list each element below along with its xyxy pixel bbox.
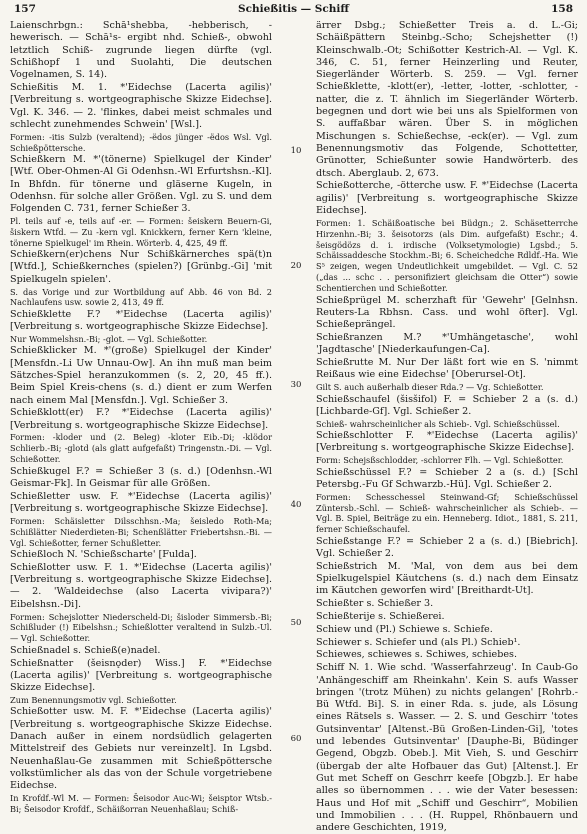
line-number: 60 xyxy=(290,734,302,744)
entry-note: S. das Vorige und zur Wortbildung auf Abb. 46 von Bd. 2 Nachlaufens usw. sowie 2, 413, 49 ff. xyxy=(10,286,272,308)
line-number-margin xyxy=(282,20,310,792)
dictionary-entry: Schießranzen M.? *'Umhängetasche', wohl 'Jagdtasche' [Niederkaufungen-Ca]. xyxy=(316,331,578,356)
dictionary-entry: Schiewes, schiewes s. Schiwes, schiebes. xyxy=(316,649,518,661)
entry-note: Pl. teils auf -e, teils auf -er. — Formen: šeiskern Beuern-Gi, šiskern Wtfd. — Zu -kern vgl. Knickkern, ferner Kern 'kleine, tönerne Spielkugel' im Rhein. Wörterb. 4, 425, 49 ff. xyxy=(10,215,272,248)
entry-note: Zum Benennungsmotiv vgl. Schießotter. xyxy=(10,694,177,705)
dictionary-entry: Laienschrbgn.: Schā¹shebba, -hebberisch, -hewerisch. — Schā¹s- ergibt nhd. Schieß-, obwohl letztlich Schiß- zugrunde liegen dürfte (vgl. Schißhopf 1 und Suolahti, Die deutschen Vogelnamen, S. 14). xyxy=(10,20,272,81)
entry-note: Formen: Schesschessel Steinwand-Gf; Schießschüssel Züntersb.-Schl. — Schieß- wahrscheinlicher als Schieb-. — Vgl. B. Spiel, Beiträge zu ein. Henneberg. Idiot., 1881, S. 211, ferner Schießschaufel. xyxy=(316,491,578,535)
entry-note: Form: Schejsßschlodder, -schlorrer Flh. — Vgl. Schießotter. xyxy=(316,455,564,466)
dictionary-entry: Schießotterche, -ötterche usw. F. *'Eidechse (Lacerta agilis)' [Verbreitung s. wortgeographische Skizze Eidechse]. xyxy=(316,180,578,216)
dictionary-entry: Schiewer s. Schiefer und (als Pl.) Schieb¹. xyxy=(316,636,521,648)
page-number-left: 157 xyxy=(14,3,36,15)
page-header xyxy=(14,3,573,17)
dictionary-entry: Schießnatter (šeisnǫder) Wiss.] F. *'Eidechse (Lacerta agilis)' [Verbreitung s. wortgeographische Skizze Eidechse]. xyxy=(10,657,272,694)
entry-note: In Krofdf.-Wl M. — Formen: Šeisodor Auc-Wi; šeisptor Wtsb.-Bi; Šeisodor Krofdf., Schäißorran Neuenhaßlau; Schiß- xyxy=(10,792,272,814)
left-column xyxy=(10,20,272,814)
dictionary-entry: Schießstrich M. 'Mal, von dem aus bei dem Spielkugelspiel Käutchens (s. d.) nach dem Einsatz im Käutchen geworfen wird' [Breithardt-Ut]. xyxy=(316,560,578,597)
dictionary-entry: Schießitis M. 1. *'Eidechse (Lacerta agilis)' [Verbreitung s. wortgeographische Skizze Eidechse]. Vgl. K. 346. — 2. 'flinkes, dabei meist schmales und schlecht zunehmendes Schwein' [Wsl.]. xyxy=(10,81,272,130)
running-title: Schießitis — Schiff xyxy=(237,3,350,15)
dictionary-entry: Schießschaufel (šisšifol) F. = Schieber 2 a (s. d.) [Lichbarde-Gf]. Vgl. Schießer 2. xyxy=(316,393,578,417)
line-number: 30 xyxy=(290,380,302,390)
dictionary-entry: Schießprügel M. scherzhaft für 'Gewehr' [Gelnhsn. Reuters-La Rbhsn. Cass. und wohl öfter]. Vgl. Schießeprängel. xyxy=(316,294,578,331)
dictionary-entry: Schießlotter usw. F. 1. *'Eidechse (Lacerta agilis)' [Verbreitung s. wortgeographische Skizze Eidechse]. — 2. 'Waldeidechse (also Lacerta vivipara?)' Eibelshsn.-Di]. xyxy=(10,561,272,610)
line-number: 50 xyxy=(290,618,302,628)
entry-note: Schieß- wahrscheinlicher als Schieb-. Vgl. Schießschüssel. xyxy=(316,418,560,429)
entry-note: Formen: -kloder und (2. Beleg) -kloter Eib.-Di; -klödor Schlierb.-Bi; -glotd (als glatt aufgefaßt) Tringenstn.-Di. — Vgl. Schießotter. xyxy=(10,432,272,465)
entry-note: Nur Wommelshsn.-Bi; -glot. — Vgl. Schießotter. xyxy=(10,333,208,344)
page-number-right: 158 xyxy=(551,3,573,15)
dictionary-entry: Schießkern M. *'(tönerne) Spielkugel der Kinder' [Wtf. Ober-Ohmen-Al Gi Odenhsn.-Wl Erfurtshsn.-Kl]. In Bhfdn. für tönerne und gläserne Kugeln, in Odenhsn. für solche aller Größen. Vgl. zu S. und dem Folgenden C. 731, ferner Schießer 3. xyxy=(10,153,272,215)
dictionary-entry: ärrer Dsbg.; Schießetter Treis a. d. L.-Gi; Schäißpättern Steinbg.-Scho; Schejshetter (!) Kleinschwalb.-Ot; Schißotter Kestrich-Al. — Vgl. K. 346, C. 51, ferner Heinzerling und Reuter, Siegerländer Wörterb. S. 259. — Vgl. ferner Schießklette, -klott(er), -letter, -lotter, -schlotter, -natter, die z. T. ähnlich im Siegerländer Wörterb. begegnen und dort wie bei uns als Spielformen von S. auffaßbar wären. Über S. in möglichen Mischungen s. Schießechse, -eck(er). — Vgl. zum Benennungsmotiv das Folgende, Schottetter, Grünotter, Schießunter sowie Handwörterb. des dtsch. Aberglaub. 2, 673. xyxy=(316,20,578,179)
dictionary-entry: Schießstange F.? = Schieber 2 a (s. d.) [Biebrich]. Vgl. Schießer 2. xyxy=(316,535,578,560)
line-number: 40 xyxy=(290,500,302,510)
entry-note: Formen: Schäisletter Dilsschhsn.-Ma; šeisledo Roth-Ma; Schißlätter Niederdieten-Bi; Schenßlätter Friebertshsn.-Bi. — Vgl. Schießotter, ferner Schußletter. xyxy=(10,515,272,548)
dictionary-entry: Schießrutte M. Nur Der läßt fort wie en S. 'nimmt Reißaus wie eine Eidechse' [Oberursel-Ot]. xyxy=(316,357,578,381)
dictionary-entry: Schießter s. Schießer 3. xyxy=(316,598,434,610)
dictionary-entry: Schießnadel s. Schieß(e)nadel. xyxy=(10,644,161,656)
dictionary-entry: Schießotter usw. M. F. *'Eidechse (Lacerta agilis)' [Verbreitung s. wortgeographische Skizze Eidechse. Danach außer in einem nordsüdlich gelagerten Mittelstreif des Gebiets nur vereinzelt]. In Lgsbd. Neuenhaßlau-Ge zusammen mit Schießpöttersche volkstümlicher als das von der Schule vorgetriebene Eidechse. xyxy=(10,706,272,792)
dictionary-entry: Schießkern(er)chens Nur Schißkärnerches spä(t)n [Wtfd.], Schießkernches (spielen?) [Grünbg.-Gi] 'mit Spielkugeln spielen'. xyxy=(10,249,272,285)
line-number: 20 xyxy=(290,261,302,271)
dictionary-entry: Schießkugel F.? = Schießer 3 (s. d.) [Odenhsn.-Wl Geismar-Fk]. In Geismar für alle Größen. xyxy=(10,465,272,489)
dictionary-entry: Schießterije s. Schießerei. xyxy=(316,611,445,623)
entry-note: Formen: -itis Sulzb (veraltend); -ëdos jünger -ëdos Wsl. Vgl. Schießpöttersche. xyxy=(10,131,272,153)
dictionary-entry: Schießloch N. 'Schießscharte' [Fulda]. xyxy=(10,549,197,561)
entry-note: Formen: 1. Schäißoatische bei Büdgn.; 2. Schäsetterrche Hirzenhn.-Bi; 3. šeisotorzs (als Dim. aufgefaßt) Eschr.; 4. šeisgödözs d. i. irdische (Volksetymologie) Lgsbd.; 5. Schäissaddesche Stockhm.-Bi; 6. Scheichedche Rdldf.-Ha. Wie S⁵ zeigen, wegen Undeutlichkeit umgebildet. — Vgl. C. 52 („das ... schc . . personifiziert gleichsam die Otter“) sowie Schentierchen und Schießotter. xyxy=(316,217,578,294)
dictionary-entry: Schießklette F.? *'Eidechse (Lacerta agilis)' [Verbreitung s. wortgeographische Skizze Eidechse]. xyxy=(10,308,272,333)
entry-note: Gilt S. auch außerhalb dieser Rda.? — Vg. Schießotter. xyxy=(316,382,544,393)
dictionary-entry: Schießklott(er) F.? *'Eidechse (Lacerta agilis)' [Verbreitung s. wortgeographische Skizze Eidechse]. xyxy=(10,407,272,431)
dictionary-entry: Schießletter usw. F. *'Eidechse (Lacerta agilis)' [Verbreitung s. wortgeographische Skizze Eidechse]. xyxy=(10,490,272,515)
dictionary-entry: Schießklicker M. *'(große) Spielkugel der Kinder' [Mensfdn.-Li Uw Unnau-Ow]. An ihn muß man beim Sätzches-Spiel heranzukommen (s. 2, 20, 45 ff.). Beim Spiel Kreis-chens (s. d.) dient er zum Werfen nach einem Mal [Mensfdn.]. Vgl. Schießer 3. xyxy=(10,345,272,406)
dictionary-entry: Schiew und (Pl.) Schiewe s. Schiefe. xyxy=(316,623,493,635)
line-number: 10 xyxy=(290,146,302,156)
dictionary-entry: Schießschüssel F.? = Schieber 2 a (s. d.) [Schl Petersbg.-Fu Gf Schwarzb.-Hü]. Vgl. Schießer 2. xyxy=(316,466,578,490)
entry-note: Formen: Schejslotter Niederscheld-Di; šisloder Simmersb.-Bi; Schißluder (!) Eibelshsn.; Schießlotter veraltend in Sulzb.-Ul. — Vgl. Schießotter. xyxy=(10,611,272,644)
right-column xyxy=(316,20,578,834)
dictionary-entry: Schießschlotter F. *'Eidechse (Lacerta agilis)' [Verbreitung s. wortgeographische Skizze Eidechse]. xyxy=(316,430,578,454)
dictionary-entry: Schiff N. 1. Wie schd. 'Wasserfahrzeug'. In Caub-Go 'Anhängeschiff am Rheinkahn'. Kein S. aufs Wasser bringen '(trotz Mühen) zu nichts gelangen' [Rohrb.-Bü Wtfd. Bi]. S. in einer Rda. s. jude, als Lösung eines Rätsels s. Wasser. — 2. S. und Geschirr 'totes Gutsinventar' [Altenst.-Bü Großen-Linden-Gi], 'totes und lebendes Gutsinventar' [Dauphe-Bi, Büdinger Gegend, Obgzb. Obeb.]. Mit Vieh, S. und Geschirr (übergab der alte Hofbauer das Gut) [Altenst.]. Er Gut met Scheff on Geschrr keefe [Obgzb.]. Er habe alles so übernommen . . . wie der Vater besessen: Haus und Hof mit „Schiff und Geschirr“, Mobilien und Immobilien . . . (H. Ruppel, Rhönbauern und andere Geschichten, 1919, xyxy=(316,662,578,834)
